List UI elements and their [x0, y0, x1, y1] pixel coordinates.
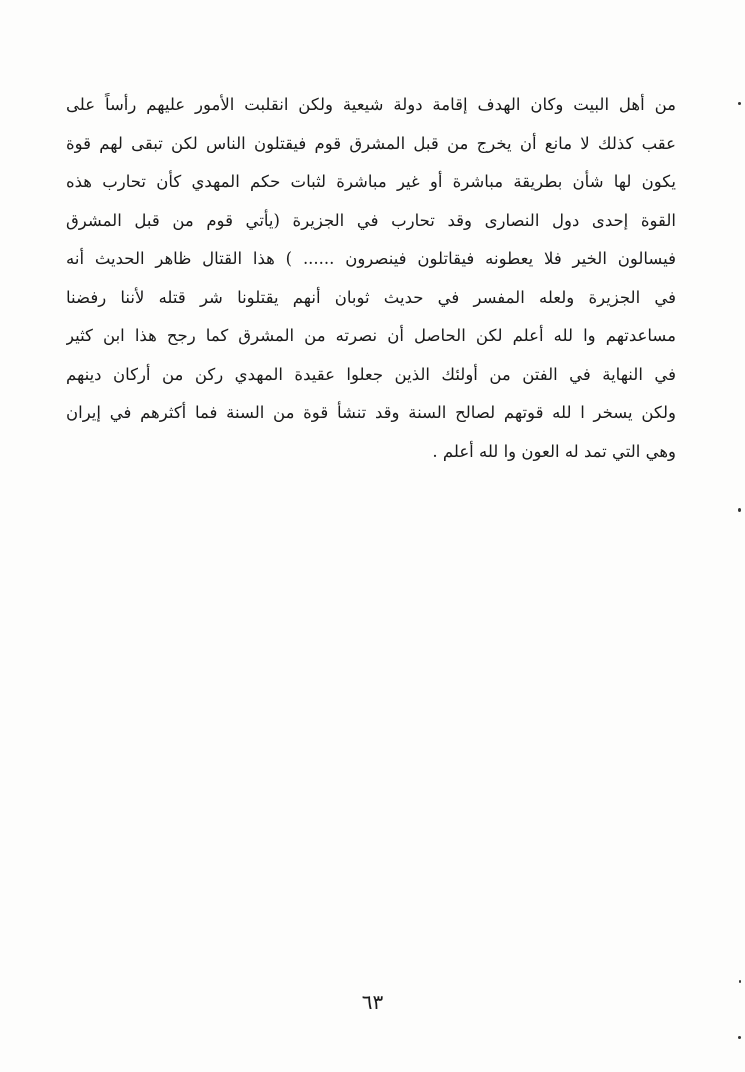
- text-line: مساعدتهم وا لله أعلم لكن الحاصل أن نصرته من المشرق كما رجح هذا ابن كثير: [66, 326, 676, 345]
- scan-speck: [738, 508, 741, 512]
- scan-speck: [738, 102, 741, 105]
- text-line: القوة إحدى دول النصارى وقد تحارب في الجزيرة (يأتي قوم من قبل المشرق: [66, 210, 676, 230]
- text-line: وهي التي تمد له العون وا لله أعلم .: [432, 441, 676, 461]
- text-line: عقب كذلك لا مانع أن يخرج من قبل المشرق قوم فيقتلون الناس لكن تبقى لهم قوة: [66, 133, 676, 153]
- text-line: فيسالون الخير فلا يعطونه فيقاتلون فينصرون ...... ) هذا القتال ظاهر الحديث أنه: [66, 249, 676, 268]
- body-text: [66, 86, 676, 471]
- scan-speck: [738, 1036, 741, 1039]
- text-line: في الجزيرة ولعله المفسر في حديث ثوبان أنهم يقتلونا شر قتله لأننا رفضنا: [66, 287, 676, 307]
- text-line: من أهل البيت وكان الهدف إقامة دولة شيعية ولكن انقلبت الأمور عليهم رأساً على: [66, 95, 676, 114]
- page-number: ٦٣: [361, 990, 384, 1014]
- scan-speck: [739, 980, 741, 983]
- text-line: ولكن يسخر ا لله قوتهم لصالح السنة وقد تنشأ قوة من السنة فما أكثرهم في إيران: [66, 403, 676, 422]
- text-line: في النهاية في الفتن من أولئك الذين جعلوا عقيدة المهدي ركن من أركان دينهم: [66, 364, 676, 384]
- text-line: يكون لها شأن بطريقة مباشرة أو غير مباشرة لثبات حكم المهدي كأن تحارب هذه: [66, 172, 676, 191]
